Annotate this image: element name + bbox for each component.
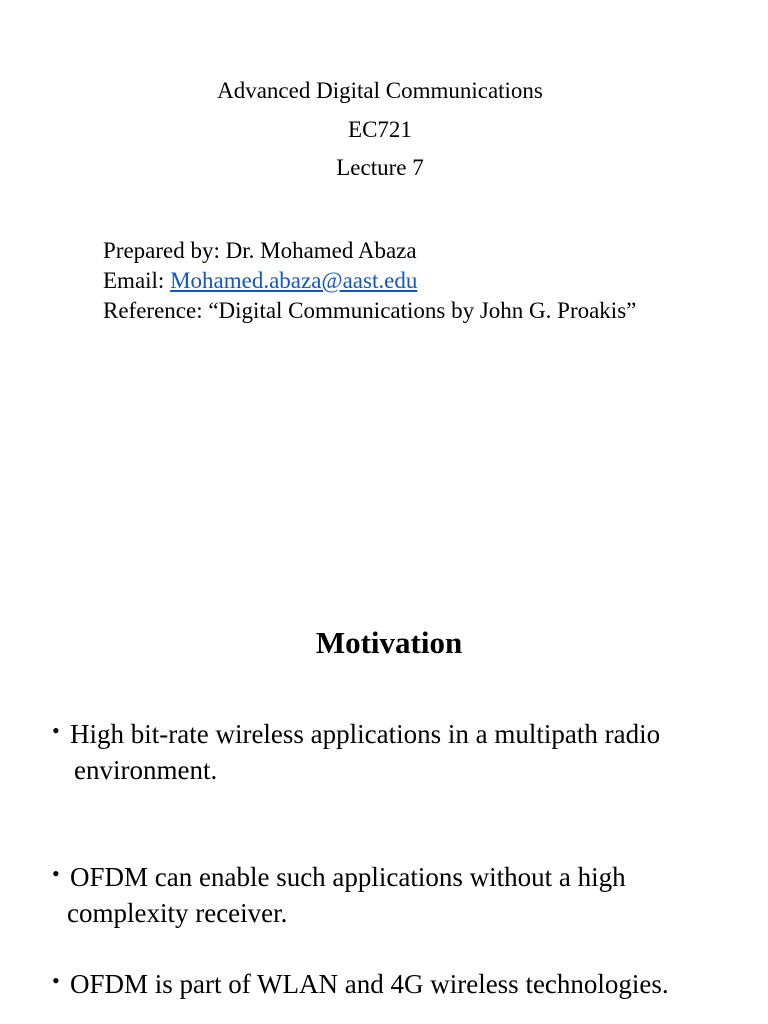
info-block [103,236,636,326]
bullet-text: OFDM is part of WLAN and 4G wireless technologies. [70,969,669,999]
email-label: Email: [103,268,171,293]
course-code: EC721 [348,116,412,142]
lecture-number: Lecture 7 [336,155,424,180]
reference: Reference: “Digital Communications by John G. Proakis” [103,298,637,323]
bullet-dot-icon: • [52,861,60,886]
bullet-text: OFDM can enable such applications without a high [70,862,626,892]
bullet-dot-icon: • [52,968,60,993]
bullet-text-continued: environment. [74,755,218,785]
prepared-by: Prepared by: Dr. Mohamed Abaza [103,238,417,263]
email-line [103,266,636,296]
title-block [0,72,760,188]
email-link[interactable]: Mohamed.abaza@aast.edu [170,268,418,293]
bullet-text: High bit-rate wireless applications in a multipath radio [70,719,661,749]
slide-title: Motivation [315,625,463,660]
bullet-text-continued: complexity receiver. [67,898,288,928]
bullet-dot-icon: • [52,718,60,743]
course-title: Advanced Digital Communications [217,78,543,103]
